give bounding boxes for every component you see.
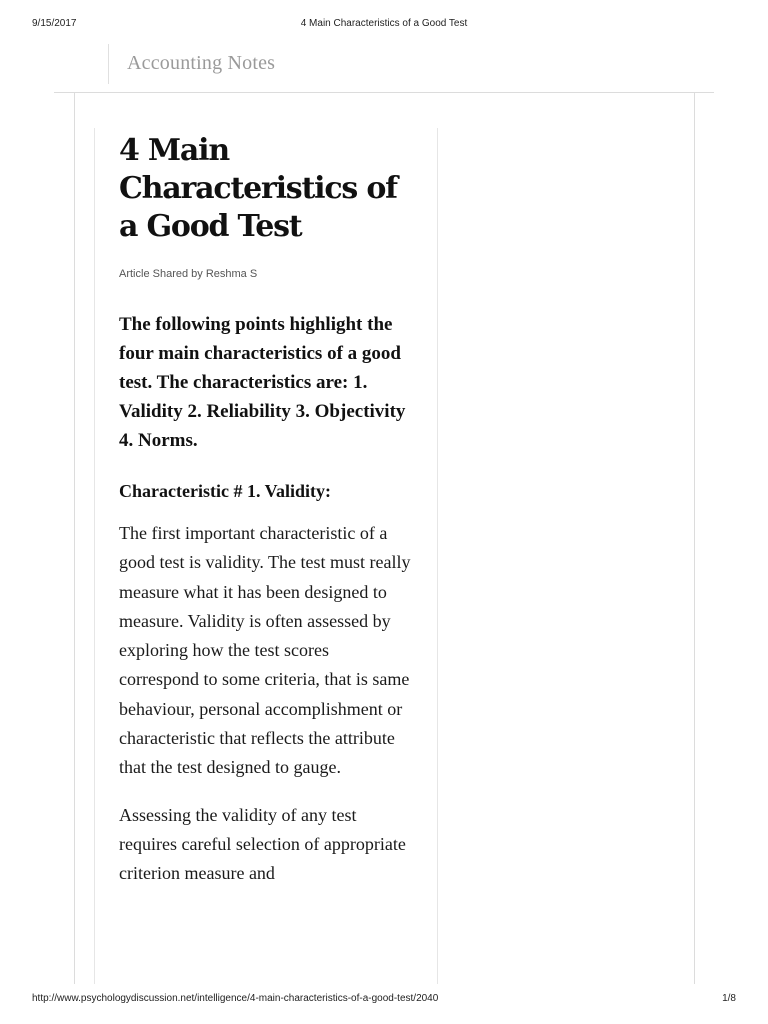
article-paragraph: The first important characteristic of a good test is validity. The test must really measure what it has been designed to measure. Validity is often assessed by exploring how the test scores correspond to some criteria, that is same behaviour, personal accomplishment or characteristic that reflects the attribute that the test designed to gauge. (119, 523, 411, 778)
print-header (32, 18, 736, 32)
article-byline: Article Shared by Reshma S (119, 268, 258, 280)
section-heading-validity: Characteristic # 1. Validity: (119, 481, 331, 501)
print-url: http://www.psychologydiscussion.net/intelligence/4-main-characteristics-of-a-good-test/2040 (32, 993, 439, 1004)
print-page-number: 1/8 (722, 993, 736, 1004)
print-date: 9/15/2017 (32, 18, 77, 29)
print-footer (32, 993, 736, 1007)
header-divider (54, 92, 714, 93)
article-container (94, 128, 438, 984)
page-frame-left-border (74, 92, 75, 984)
article-lead: The following points highlight the four main characteristics of a good test. The characteristics are: 1. Validity 2. Reliability 3. Objectivity 4. Norms. (119, 314, 406, 451)
print-page-title: 4 Main Characteristics of a Good Test (300, 18, 468, 29)
article-paragraph: Assessing the validity of any test requires careful selection of appropriate criterion measure and (119, 804, 406, 884)
site-logo-link[interactable]: Accounting Notes (127, 52, 276, 74)
page-frame-right-border (694, 92, 695, 984)
site-header (108, 44, 275, 84)
article-body (95, 128, 437, 889)
article-title: 4 Main Characteristics of a Good Test (119, 133, 397, 244)
